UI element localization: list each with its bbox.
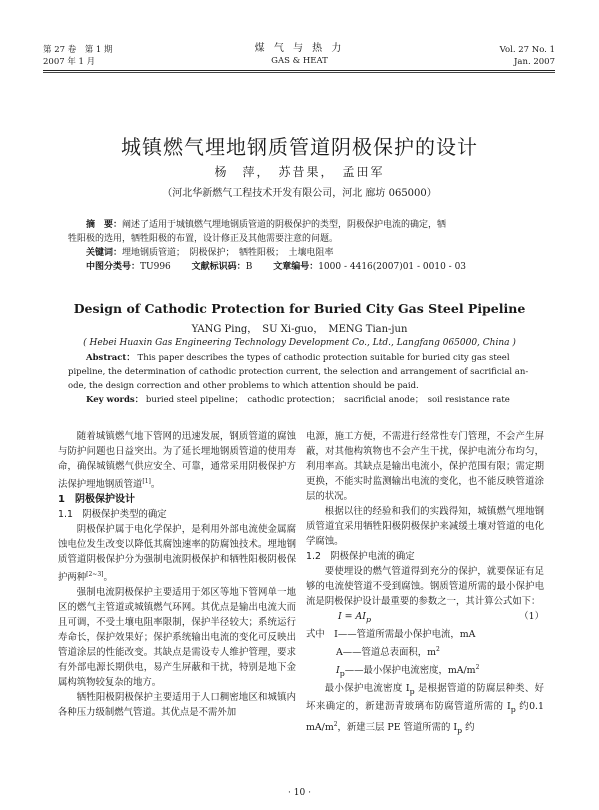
body-column-left	[58, 429, 296, 720]
def-sup: 2	[475, 664, 480, 671]
paragraph	[306, 681, 544, 738]
affiliation-en: ( Hebei Huaxin Gas Engineering Technology Development Co., Ltd., Langfang 065000, China )	[83, 338, 516, 348]
punct: 。	[150, 479, 161, 491]
definition	[306, 642, 544, 660]
sub: p	[510, 704, 516, 714]
abstract-label-en: Abstract：	[86, 353, 135, 363]
paragraph-text: 是根据管道的防腐层种类、好坏来确定的，新建沥青玻璃布防腐管道所需的 I	[306, 683, 544, 712]
page-number: · 10 ·	[288, 788, 311, 798]
keywords-label-cn: 关键词：	[86, 248, 123, 258]
paragraph-text: 约	[462, 721, 475, 733]
issue-date-en: Jan. 2007	[514, 57, 555, 67]
citation: [1]	[142, 478, 151, 485]
abstract-en	[68, 351, 540, 407]
paragraph-text: 最小保护电流密度 I	[324, 683, 410, 694]
keywords-cn: 埋地钢质管道； 阴极保护； 牺牲阳极； 土壤电阻率	[122, 248, 334, 258]
definition	[306, 660, 544, 681]
paper-title-cn: 城镇燃气埋地钢质管道阴极保护的设计	[121, 135, 478, 159]
def-text: I——管道所需最小保护电流，mA	[334, 628, 476, 640]
def-sub: p	[339, 669, 345, 678]
section-heading: 1 阴极保护设计	[58, 494, 135, 506]
article-number: 1000 - 4416(2007)01 - 0010 - 03	[318, 262, 467, 272]
definition	[306, 627, 544, 642]
equation-sub: p	[366, 614, 372, 624]
subsection-heading: 1.1 阴极保护类型的确定	[58, 509, 167, 521]
abstract-text-cn-1: 阐述了适用于城镇燃气埋地钢质管道的阴极保护的类型，阴极保护电流的确定，牺	[122, 220, 447, 230]
paragraph-text: 随着城镇燃气地下管网的迅速发展，钢质管道的腐蚀与防护问题也日益突出。为了延长埋地钢质管道的使用寿命，确保城镇燃气供应安全、可靠，通常采用阴极保护方法保护埋地钢质管道	[58, 431, 296, 491]
body-column-right	[306, 429, 544, 738]
equation-body: I = AI	[338, 611, 366, 622]
journal-name-cn: 煤 气 与 热 力	[254, 43, 345, 54]
affiliation-cn: （河北华新燃气工程技术开发有限公司，河北 廊坊 065000）	[162, 188, 437, 199]
def-sup: 2	[436, 645, 440, 653]
abstract-text-en-2: pipeline, the determination of cathodic protection current, the selection and arrangement of sacrificial an-	[68, 367, 529, 377]
classification-line	[68, 260, 540, 274]
equation-number: （1）	[519, 611, 544, 622]
paragraph: 电源，施工方便，不需进行经常性专门管理，不会产生屏蔽，对其他构筑物也不会产生干扰，保护电流分布均匀，利用率高。其缺点是输出电流小，保护范围有限；需定期更换，不能实时监测输出电流的变化，也不能反映管道涂层的状况。	[306, 431, 544, 502]
header-rule-thin	[43, 72, 555, 73]
volume-issue-en: Vol. 27 No. 1	[499, 45, 555, 55]
sub: p	[457, 725, 463, 735]
sub: p	[409, 686, 415, 696]
equation	[306, 609, 544, 627]
journal-name-en: GAS & HEAT	[271, 56, 328, 66]
abstract-cn	[68, 218, 540, 274]
journal-volume-info-en	[500, 44, 555, 68]
paper-title-en: Design of Cathodic Protection for Buried City Gas Steel Pipeline	[73, 301, 526, 316]
punct: 。	[103, 572, 113, 584]
abstract-text-cn-2: 牲阳极的选用，牺牲阳极的布置，设计修正及其他需要注意的问题。	[68, 234, 339, 244]
clc-number: TU996	[140, 262, 171, 272]
doc-code: B	[245, 262, 253, 272]
issue-date-cn: 2007 年 1 月	[43, 57, 96, 67]
paragraph: 要使埋设的燃气管道得到充分的保护，就要保证有足够的电流使管道不受到腐蚀。钢质管道所需的最小保护电流是阴极保护设计最重要的参数之一，其计算公式如下：	[306, 566, 544, 607]
paragraph	[58, 522, 296, 585]
def-text: A——管道总表面积，m	[336, 647, 437, 658]
clc-label: 中图分类号：	[86, 262, 141, 272]
paragraph: 根据以往的经验和我们的实践得知，城镇燃气埋地钢质管道宜采用牺牲阳极阴极保护来减缓土壤对管道的电化学腐蚀。	[306, 506, 544, 547]
subsection-heading: 1.2 阴极保护电流的确定	[306, 551, 415, 562]
def-text: ——最小保护电流密度，mA/m	[344, 665, 476, 677]
citation: [2~3]	[86, 571, 104, 579]
paragraph: 牺牲阳极阴极保护主要适用于人口稠密地区和城镇内各种压力级制燃气管道。其优点是不需外加	[58, 692, 296, 719]
sup: 2	[333, 720, 338, 728]
paragraph-text: 约0.1 mA/m	[306, 700, 545, 733]
volume-issue: 第 27 卷 第 1 期	[43, 45, 113, 55]
abstract-text-en-1: This paper describes the types of cathodic protection suitable for buried city gas steel	[134, 353, 510, 363]
paragraph	[58, 429, 296, 492]
header-rule	[43, 70, 555, 71]
abstract-text-en-3: ode, the design correction and other problems to which attention should be paid.	[68, 381, 419, 391]
def-var: I	[336, 665, 340, 677]
paragraph: 强制电流阴极保护主要适用于郊区等地下管网单一地区的燃气主管道或城镇燃气环网。其优点是输出电流大而且可调，不受土壤电阻率限制，保护半径较大；系统运行寿命长，保护效果好；保护系统输出电流的变化可反映出管道涂层的性能改变。其缺点是需设专人维护管理，要求有外部电源长期供电，易产生屏蔽和干扰，特别是地下金属构筑物较复杂的地方。	[58, 587, 296, 689]
article-number-label: 文章编号：	[273, 262, 319, 272]
paragraph-text: 阴极保护属于电化学保护，是利用外部电流使金属腐蚀电位发生改变以降低其腐蚀速率的防腐蚀技术。埋地钢质管道阴极保护分为强制电流阴极保护和牺牲阳极阴极保护两种	[58, 524, 296, 584]
keywords-en: buried steel pipeline； cathodic protection； sacrificial anode； soil resistance rate	[143, 395, 510, 405]
doc-code-label: 文献标识码：	[191, 262, 246, 272]
authors-cn: 杨 萍， 苏昔果， 孟田军	[214, 165, 385, 179]
authors-en: YANG Ping， SU Xi-guo， MENG Tian-jun	[191, 324, 408, 335]
def-prefix: 式中	[306, 628, 325, 640]
keywords-label-en: Key words：	[86, 395, 144, 405]
paragraph-text: ，新建三层 PE 管道所需的 I	[337, 721, 458, 733]
abstract-label-cn: 摘 要：	[86, 220, 123, 230]
